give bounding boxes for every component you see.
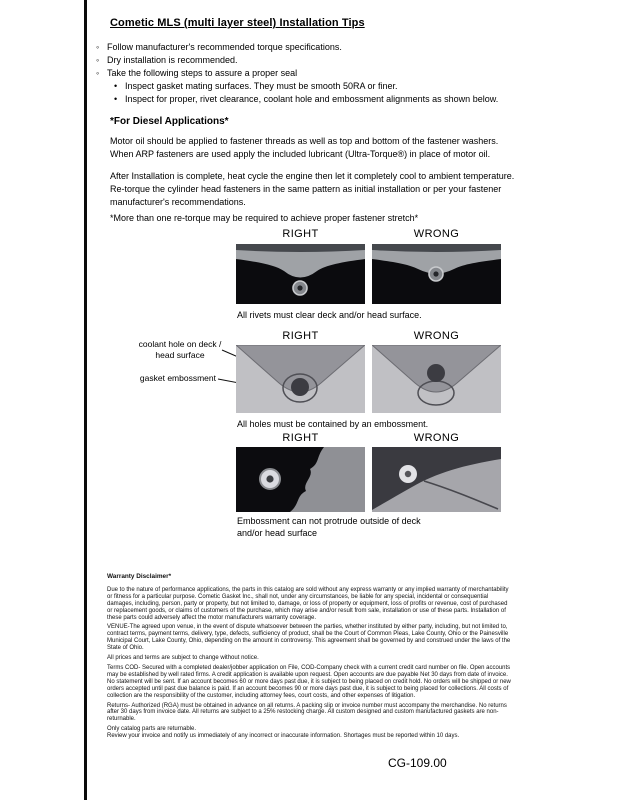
tip-subitem: • Inspect gasket mating surfaces. They must be smooth 50RA or finer.	[114, 80, 498, 93]
disclaimer-paragraph: Returns- Authorized (RGA) must be obtained in advance on all returns. A packing slip or invoice number must accompany the merchandise. No returns after 30 days from invoice date. All returns are subject to a 25% restocking charge. All custom designed and custom manufactured gaskets are non-returnable.	[107, 702, 507, 723]
figure2-right-label: RIGHT	[282, 330, 319, 342]
figure1-right-image	[236, 244, 365, 304]
gasket-embossment-callout-label: gasket embossment	[139, 373, 216, 383]
disclaimer-paragraph: VENUE-The agreed upon venue, in the event of dispute whatsoever between the parties, whether instituted by either party, including, but not limited to, contract terms, payment terms, delivery, type, defects, sufficiency of product, shall be the Court of Common Pleas, Lake County, Ohio or the Painesville Municipal Court, Lake County, Ohio, depending on the amount in controversy. This agreement shall be governed by and construed under the laws of the State of Ohio.	[107, 624, 511, 652]
left-border-rule	[84, 0, 87, 800]
disclaimer-paragraph: Due to the nature of performance applications, the parts in this catalog are sold without any express warranty or any implied warranty of merchantability or fitness for a particular purpose. Cometic Gasket Inc., shall not, under any circumstances, be liable for any special, incidental or consequential damages, including, person, party or property, but not limited to, damage, or loss of property or equipment, loss of profits or revenue, cost of purchased or replacement goods, or claims of customers of the purchase, which may arise and/or result from sale, installation or use of these parts. Installation of these parts could adversely affect the motor manufacturers warranty coverage.	[107, 586, 509, 621]
disclaimer-paragraph: Terms COD- Secured with a completed dealer/jobber application on File, COD-Company check with a current credit card number on file. Open accounts may be established by well rated firms. A credit application is available upon request. Open accounts are due payable Net 30 days from date of invoice. No statement will be sent. If an account becomes 60 or more days past due, it is subject to being placed on credit hold. No orders will be shipped or new orders accepted until past due balance is paid. If an account becomes 90 or more days past due, it is subject to being placed for collections. All costs of collection are the responsibility of the customer, including attorney fees, court costs, and other expenses of litigation.	[107, 664, 511, 699]
warranty-disclaimer-heading: Warranty Disclaimer*	[107, 573, 172, 580]
tip-item: ◦ Take the following steps to assure a proper seal	[96, 67, 498, 80]
figure2-right-image	[236, 345, 365, 413]
disclaimer-paragraph: All prices and terms are subject to change without notice.	[107, 655, 259, 662]
embossment-protruding-illustration	[372, 447, 501, 512]
figure3-wrong-label: WRONG	[413, 432, 460, 444]
tip-subitem: • Inspect for proper, rivet clearance, coolant hole and embossment alignments as shown below.	[114, 93, 498, 106]
page-number-code: CG-109.00	[388, 756, 447, 770]
figure1-wrong-label: WRONG	[413, 228, 460, 240]
diesel-paragraph-motor-oil: Motor oil should be applied to fastener threads as well as top and bottom of the fastener washers. When ARP fasteners are used apply the included lubricant (Ultra-Torque®) in place of motor oil.	[110, 136, 499, 159]
page-title: Cometic MLS (multi layer steel) Installation Tips	[110, 17, 365, 29]
figure2-wrong-image	[372, 345, 501, 413]
disclaimer-paragraph: Review your invoice and notify us immediately of any incorrect or inaccurate information. Shortages must be reported within 10 days.	[107, 733, 460, 740]
disclaimer-paragraph: Only catalog parts are returnable.	[107, 726, 197, 733]
figure2-caption: All holes must be contained by an embossment.	[237, 419, 429, 429]
figure1-right-label: RIGHT	[282, 228, 319, 240]
installation-tips-list	[96, 41, 498, 106]
figure3-wrong-image	[372, 447, 501, 512]
hole-outside-illustration	[372, 345, 501, 413]
rivet-clear-illustration	[236, 244, 365, 304]
diesel-paragraph-heat-cycle: After Installation is complete, heat cycle the engine then let it completely cool to ambient temperature. Re-torque the cylinder head fasteners in the same pattern as initial installation or per your fastener manufacturer's recommendations.	[110, 171, 515, 207]
diesel-applications-heading: *For Diesel Applications*	[110, 116, 229, 127]
figure3-caption: Embossment can not protrude outside of deck and/or head surface	[237, 516, 421, 538]
figure3-right-label: RIGHT	[282, 432, 319, 444]
figure2-wrong-label: WRONG	[413, 330, 460, 342]
warranty-disclaimer-section	[107, 574, 513, 743]
coolant-hole-callout-label: coolant hole on deck / head surface	[138, 339, 222, 360]
retorque-note: *More than one re-torque may be required to achieve proper fastener stretch*	[110, 213, 419, 223]
tip-item: ◦ Dry installation is recommended.	[96, 54, 498, 67]
figure1-wrong-image	[372, 244, 501, 304]
embossment-inside-illustration	[236, 447, 365, 512]
rivet-overlap-illustration	[372, 244, 501, 304]
tip-item: ◦ Follow manufacturer's recommended torque specifications.	[96, 41, 498, 54]
figure1-caption: All rivets must clear deck and/or head surface.	[237, 310, 422, 320]
hole-contained-illustration	[236, 345, 365, 413]
figure3-right-image	[236, 447, 365, 512]
